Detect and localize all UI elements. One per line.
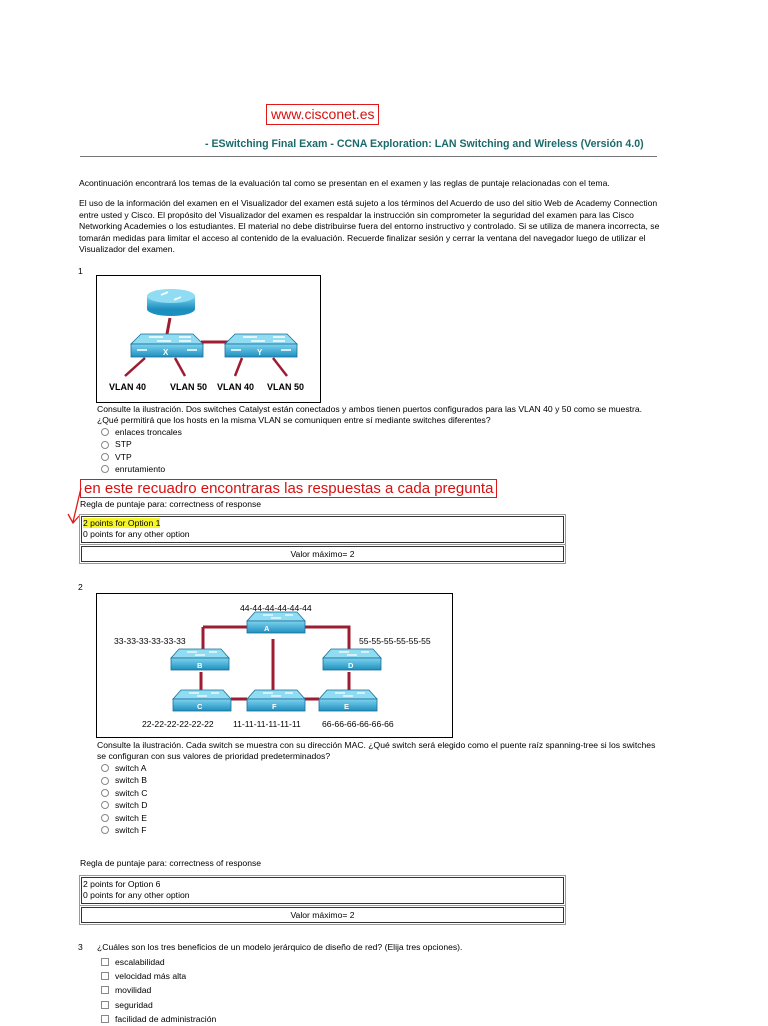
router-icon — [147, 289, 195, 316]
option-label: enlaces troncales — [115, 427, 182, 437]
option-label: movilidad — [115, 985, 152, 996]
mac-label: 33-33-33-33-33-33 — [114, 636, 186, 646]
switch-f-label: F — [272, 702, 277, 711]
q1-figure — [96, 275, 321, 403]
exam-title: - ESwitching Final Exam - CCNA Exploration: LAN Switching and Wireless (Versión 4.0) — [205, 138, 644, 150]
radio-button[interactable] — [101, 789, 109, 797]
mac-label: 66-66-66-66-66-66 — [322, 719, 394, 729]
answer-option[interactable] — [101, 955, 216, 969]
radio-button[interactable] — [101, 814, 109, 822]
radio-button[interactable] — [101, 801, 109, 809]
switch-c-label: C — [197, 702, 203, 711]
router-link — [167, 318, 170, 334]
radio-button[interactable] — [101, 465, 109, 473]
vlan-label: VLAN 40 — [109, 382, 147, 392]
q2-figure — [96, 593, 453, 738]
option-label: escalabilidad — [115, 957, 165, 967]
host-link — [235, 358, 242, 376]
switch-a-icon — [247, 612, 305, 633]
option-label: enrutamiento — [115, 464, 166, 475]
mac-label: 11-11-11-11-11-11 — [233, 719, 301, 729]
checkbox[interactable] — [101, 1015, 109, 1023]
option-label: VTP — [115, 451, 132, 462]
option-label: facilidad de administración — [115, 1013, 217, 1024]
max-value: Valor máximo= 2 — [290, 549, 355, 559]
score-line: 0 points for any other option — [83, 528, 190, 539]
answer-option[interactable] — [101, 438, 182, 450]
host-link — [273, 358, 287, 376]
switch-d-label: D — [348, 661, 354, 670]
answer-option[interactable] — [101, 812, 147, 824]
option-label: switch B — [115, 775, 147, 786]
question-text: ¿Cuáles son los tres beneficios de un modelo jerárquico de diseño de red? (Elija tres opciones). — [97, 942, 463, 952]
vlan-label: VLAN 50 — [267, 382, 305, 392]
answer-option[interactable] — [101, 762, 147, 774]
question-text: Consulte la ilustración. Dos switches Catalyst están conectados y ambos tienen puertos configurados para las VLAN 40 y 50 como se muestra. ¿Qué permitirá que los hosts en la misma VLAN se comuniquen entre sí mediante switches diferentes? — [97, 404, 643, 426]
score-line: 0 points for any other option — [83, 889, 190, 900]
score-line — [82, 518, 563, 529]
host-link — [175, 358, 185, 376]
q1-options — [101, 426, 182, 476]
switch-x-label: X — [163, 348, 169, 357]
scoring-rule-label: Regla de puntaje para: correctness of response — [80, 858, 262, 868]
radio-button[interactable] — [101, 453, 109, 461]
question-number: 1 — [78, 266, 83, 276]
max-value-box — [81, 907, 564, 923]
checkbox[interactable] — [101, 986, 109, 994]
answer-option[interactable] — [101, 463, 182, 475]
option-label: STP — [115, 439, 132, 450]
answer-option[interactable] — [101, 983, 216, 997]
checkbox[interactable] — [101, 958, 109, 966]
q2-options — [101, 762, 147, 836]
switch-b-label: B — [197, 661, 203, 670]
answer-option[interactable] — [101, 969, 216, 983]
option-label: switch E — [115, 812, 147, 823]
radio-button[interactable] — [101, 441, 109, 449]
switch-y-label: Y — [257, 348, 263, 357]
option-label: switch D — [115, 800, 148, 811]
scoring-rule-label: Regla de puntaje para: correctness of response — [80, 499, 262, 509]
mac-label: 22-22-22-22-22-22 — [142, 719, 214, 729]
radio-button[interactable] — [101, 428, 109, 436]
answer-option[interactable] — [101, 787, 147, 799]
option-label: velocidad más alta — [115, 971, 187, 982]
spanning-tree-diagram — [97, 594, 452, 737]
radio-button[interactable] — [101, 826, 109, 834]
intro-line: Acontinuación encontrará los temas de la evaluación tal como se presentan en el examen y las reglas de puntaje relacionadas con el tema. — [79, 178, 610, 188]
option-label: seguridad — [115, 999, 153, 1010]
checkbox[interactable] — [101, 972, 109, 980]
answer-option[interactable] — [101, 426, 182, 438]
option-label: switch F — [115, 824, 147, 835]
answer-option[interactable] — [101, 824, 147, 836]
answer-option[interactable] — [101, 451, 182, 463]
answer-option[interactable] — [101, 998, 216, 1012]
checkbox[interactable] — [101, 1001, 109, 1009]
intro-paragraph: El uso de la información del examen en el Visualizador del examen está sujeto a los términos del Acuerdo de uso del sitio Web de Academy Connection entre usted y Cisco. El propósito del Visualizador del examen es respaldar la instrucción sin comprometer la seguridad del examen para las Cisco Networking Academies o los estudiantes. El material no debe distribuirse fuera del entorno instructivo y controlado. Si se utiliza de manera incorrecta, se tomarán medidas para limitar el acceso al contenido de la evaluación. Recuerde finalizar sesión y cerrar la ventana del navegador luego de utilizar el Visualizador del examen. — [79, 198, 660, 255]
site-url-box — [266, 104, 379, 125]
option-label: switch A — [115, 763, 147, 773]
mac-label: 55-55-55-55-55-55 — [359, 636, 431, 646]
mac-label: 44-44-44-44-44-44 — [240, 603, 312, 613]
max-value-box — [81, 546, 564, 562]
answer-option[interactable] — [101, 799, 147, 811]
correct-answer-highlight: 2 points for Option 1 — [83, 518, 161, 528]
switch-a-label: A — [264, 624, 270, 633]
vlan-label: VLAN 40 — [217, 382, 255, 392]
max-value: Valor máximo= 2 — [290, 910, 355, 920]
question-number: 3 — [78, 942, 83, 952]
option-label: switch C — [115, 787, 148, 798]
annotation-text: en este recuadro encontraras las respuestas a cada pregunta — [84, 480, 494, 497]
switch-e-label: E — [344, 702, 350, 711]
radio-button[interactable] — [101, 764, 109, 772]
annotation-box — [80, 479, 497, 498]
score-box — [81, 877, 564, 904]
host-link — [125, 358, 145, 376]
score-box — [81, 516, 564, 543]
q3-options — [101, 955, 216, 1026]
score-line: 2 points for Option 6 — [83, 879, 161, 889]
answer-option[interactable] — [101, 774, 147, 786]
question-text: Consulte la ilustración. Cada switch se muestra con su dirección MAC. ¿Qué switch será elegido como el puente raíz spanning-tree si los switches se configuran con sus valores de prioridad predeterminados? — [97, 740, 656, 762]
question-number: 2 — [78, 582, 83, 592]
site-url: www.cisconet.es — [271, 106, 375, 122]
radio-button[interactable] — [101, 777, 109, 785]
vlan-topology-diagram — [97, 276, 320, 402]
vlan-label: VLAN 50 — [170, 382, 208, 392]
title-divider — [80, 156, 657, 157]
